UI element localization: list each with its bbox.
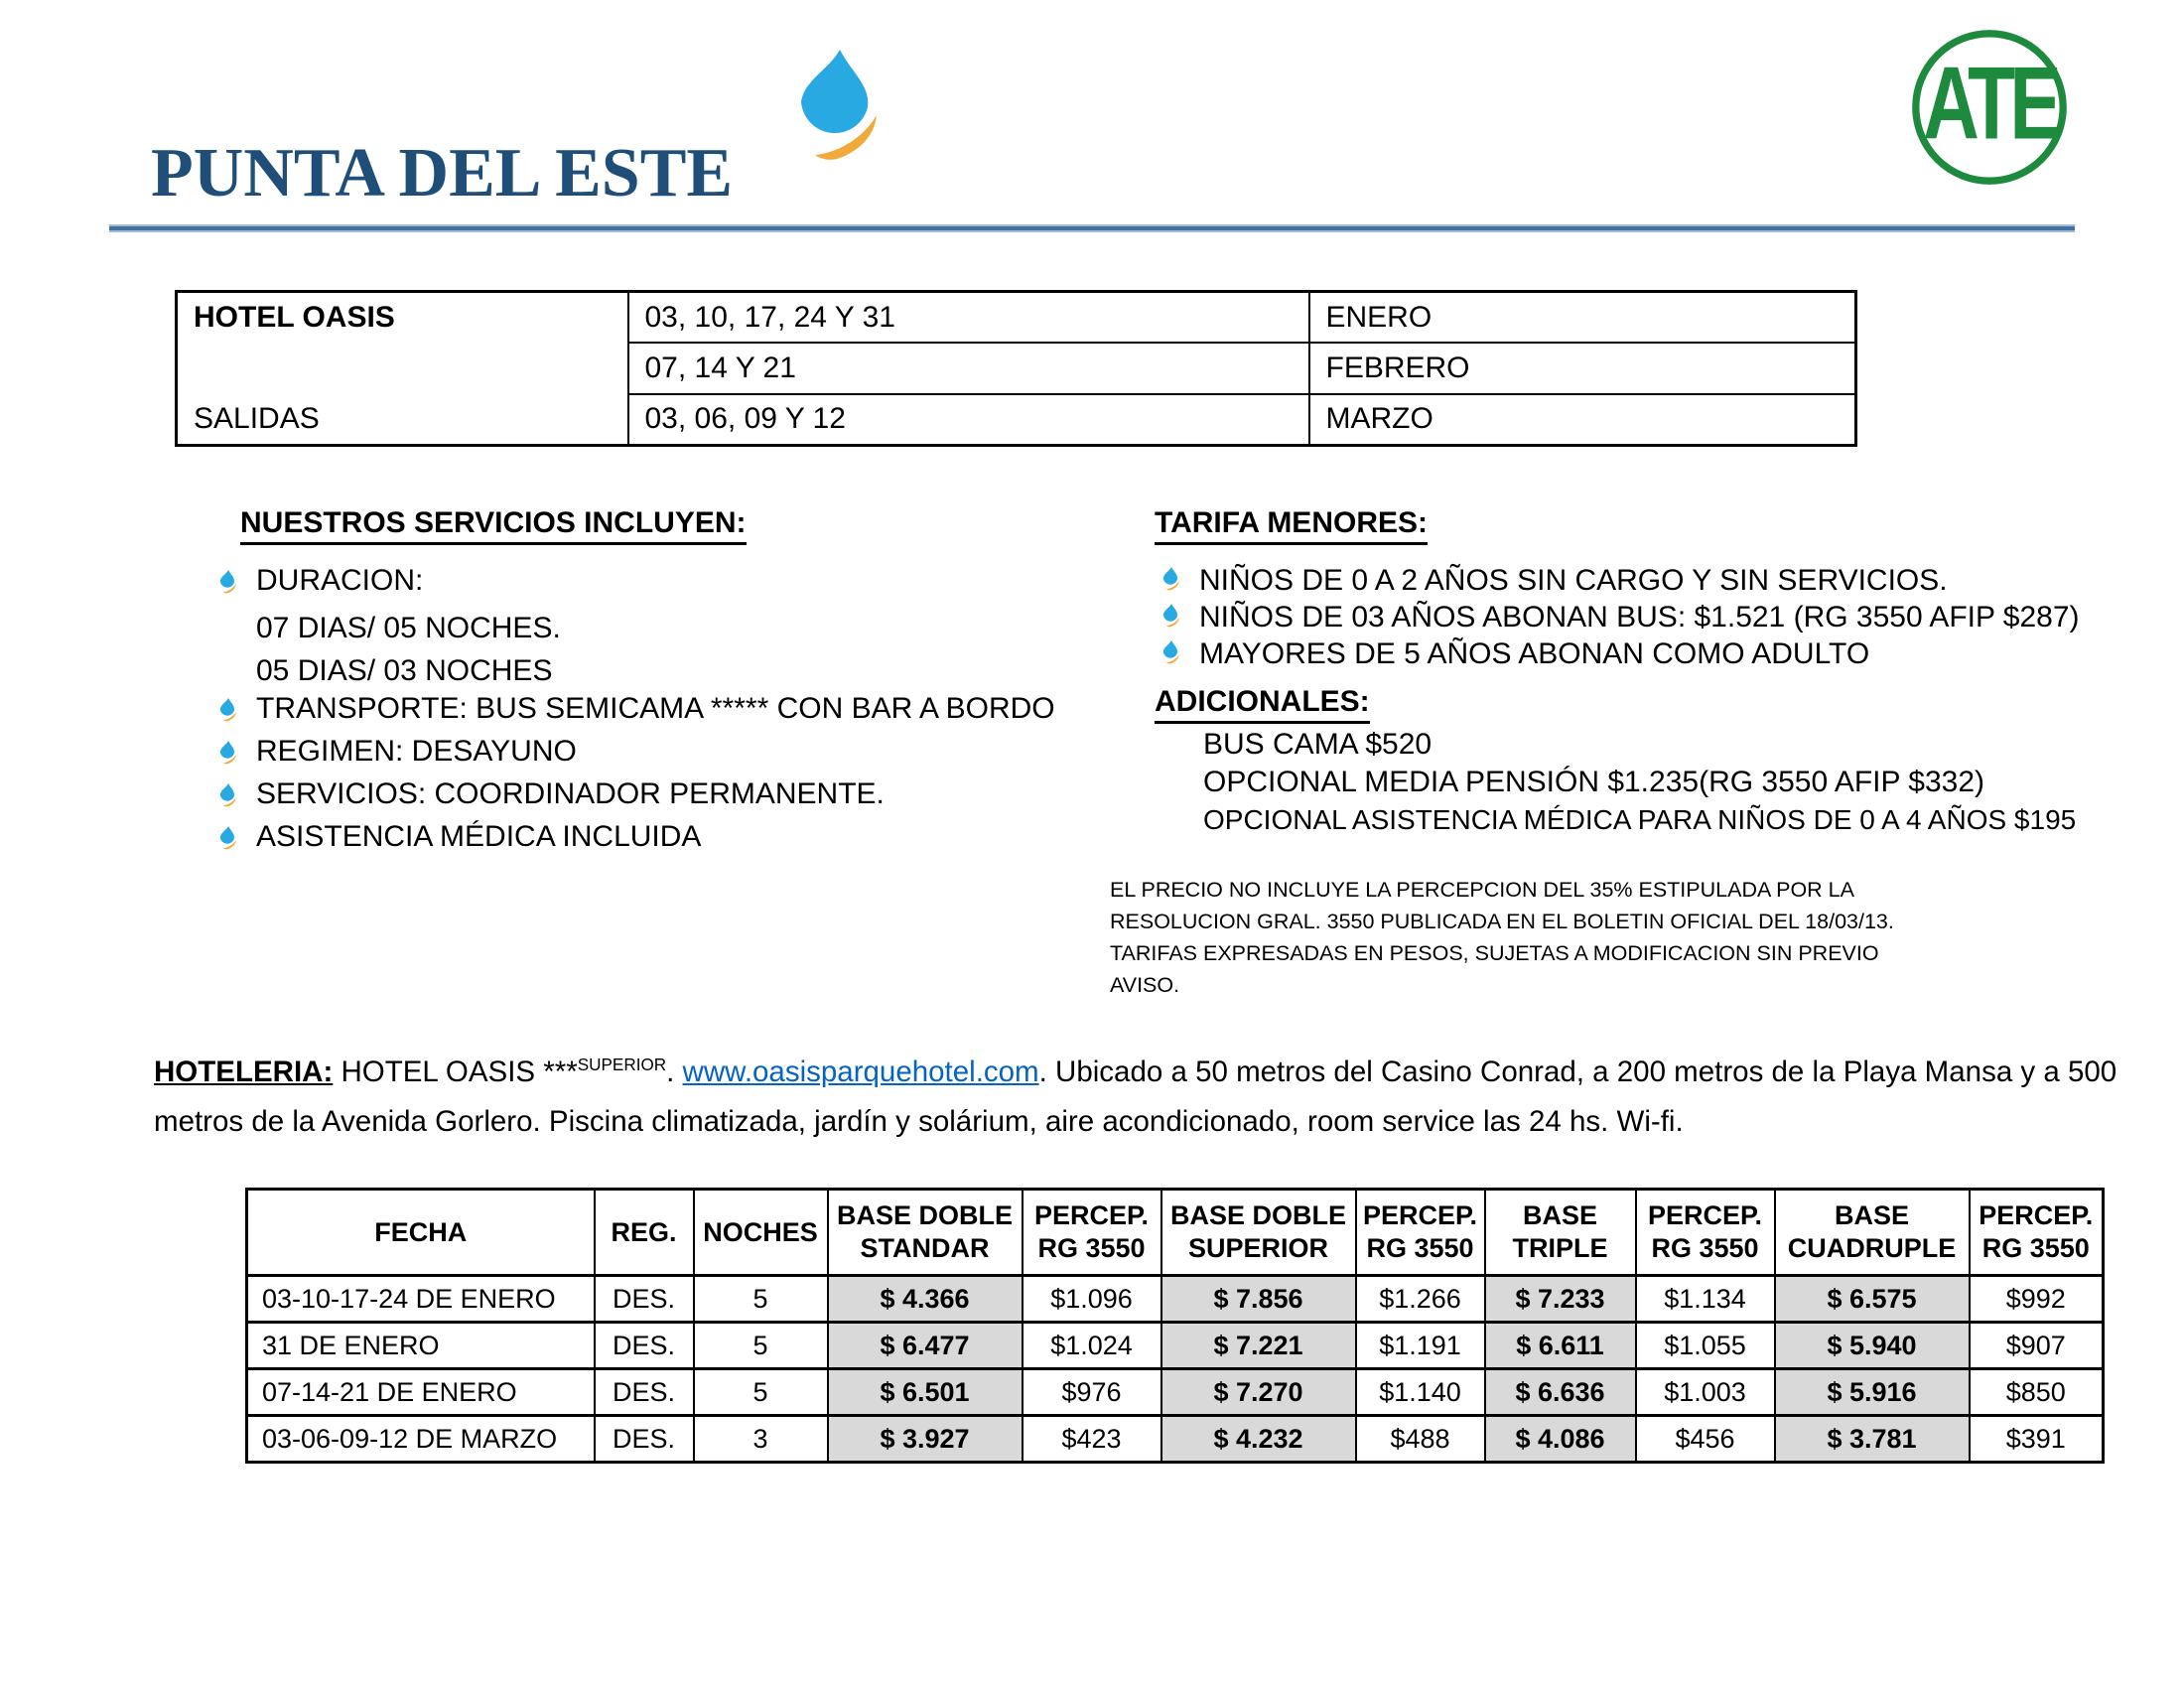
service-item-label: ASISTENCIA MÉDICA INCLUIDA	[256, 820, 702, 853]
service-item	[216, 735, 1055, 777]
price-header-cell: BASE TRIPLE	[1485, 1190, 1636, 1276]
price-header-cell: PERCEP. RG 3550	[1356, 1190, 1485, 1276]
price-cell: $907	[1970, 1323, 2104, 1369]
drop-bullet-icon	[1160, 604, 1181, 628]
price-header-cell: PERCEP. RG 3550	[1023, 1190, 1161, 1276]
price-cell: $ 6.636	[1485, 1369, 1636, 1416]
tarifa-item	[1160, 601, 2080, 637]
price-cell: $ 5.916	[1775, 1369, 1970, 1416]
price-cell: DES.	[595, 1416, 694, 1463]
price-cell: 07-14-21 DE ENERO	[247, 1369, 595, 1416]
service-item	[216, 564, 1055, 607]
tarifa-menores-heading: TARIFA MENORES:	[1155, 506, 1428, 545]
superior-superscript: SUPERIOR	[577, 1055, 667, 1074]
price-row	[247, 1276, 2104, 1323]
drop-bullet-icon	[216, 783, 238, 807]
dates-cell: 03, 10, 17, 24 Y 31	[628, 292, 1309, 344]
price-header-cell: PERCEP. RG 3550	[1970, 1190, 2104, 1276]
price-cell: $ 7.856	[1161, 1276, 1356, 1323]
price-header-cell: BASE DOBLE STANDAR	[828, 1190, 1023, 1276]
price-cell: $ 6.611	[1485, 1323, 1636, 1369]
service-item	[216, 692, 1055, 735]
hoteleria-hotel-name: HOTEL OASIS ***	[333, 1055, 578, 1088]
legal-note: EL PRECIO NO INCLUYE LA PERCEPCION DEL 35% ESTIPULADA POR LA RESOLUCION GRAL. 3550 PUBLICADA EN EL BOLETIN OFICIAL DEL 18/03/13. TARIFAS EXPRESADAS EN PESOS, SUJETAS A MODIFICACION SIN PREVIO AVISO.	[1110, 878, 1894, 997]
price-cell: 03-10-17-24 DE ENERO	[247, 1276, 595, 1323]
tarifa-item	[1160, 637, 2080, 674]
services-heading: NUESTROS SERVICIOS INCLUYEN:	[240, 506, 747, 545]
price-header-row	[247, 1190, 2104, 1276]
drop-bullet-icon	[216, 570, 238, 594]
price-cell: 03-06-09-12 DE MARZO	[247, 1416, 595, 1463]
price-cell: $1.140	[1356, 1369, 1485, 1416]
adicionales-list	[1203, 726, 2076, 839]
price-cell: $391	[1970, 1416, 2104, 1463]
service-item	[216, 820, 1055, 863]
price-cell: $ 5.940	[1775, 1323, 1970, 1369]
hoteleria-paragraph	[154, 1041, 2149, 1147]
service-item-label: TRANSPORTE: BUS SEMICAMA ***** CON BAR A BORDO	[256, 692, 1055, 725]
ate-logo	[1910, 28, 2069, 187]
price-row	[247, 1323, 2104, 1369]
drop-bullet-icon	[1160, 567, 1181, 591]
month-cell: ENERO	[1309, 292, 1856, 344]
price-header-cell: PERCEP. RG 3550	[1636, 1190, 1775, 1276]
price-cell: $423	[1023, 1416, 1161, 1463]
hoteleria-label: HOTELERIA:	[154, 1055, 334, 1088]
service-subline: 05 DIAS/ 03 NOCHES	[256, 654, 553, 687]
salidas-table	[175, 290, 1857, 447]
price-cell: $ 4.366	[828, 1276, 1023, 1323]
hotel-website-link[interactable]: www.oasisparquehotel.com	[682, 1055, 1039, 1088]
price-cell: 3	[694, 1416, 828, 1463]
price-cell: $976	[1023, 1369, 1161, 1416]
price-cell: $992	[1970, 1276, 2104, 1323]
price-cell: $ 6.501	[828, 1369, 1023, 1416]
price-cell: $ 4.086	[1485, 1416, 1636, 1463]
adicionales-heading: ADICIONALES:	[1155, 685, 1370, 724]
price-cell: $1.024	[1023, 1323, 1161, 1369]
price-cell: $456	[1636, 1416, 1775, 1463]
dates-cell: 03, 06, 09 Y 12	[628, 394, 1309, 446]
price-cell: $1.055	[1636, 1323, 1775, 1369]
hoteleria-description: . Ubicado a 50 metros del Casino Conrad, a 200 metros de la Playa Mansa y a 500 metros de la Avenida Gorlero. Piscina climatizada, jardín y solárium, aire acondicionado, room service las 24 hs. Wi-fi.	[154, 1055, 2117, 1138]
service-item	[216, 777, 1055, 820]
price-cell: DES.	[595, 1323, 694, 1369]
month-cell: MARZO	[1309, 394, 1856, 446]
drop-bullet-icon	[216, 698, 238, 722]
price-cell: $1.003	[1636, 1369, 1775, 1416]
price-cell: $1.266	[1356, 1276, 1485, 1323]
price-cell: $1.191	[1356, 1323, 1485, 1369]
tarifa-item	[1160, 564, 2080, 601]
price-table	[245, 1188, 2105, 1464]
price-cell: $ 3.927	[828, 1416, 1023, 1463]
price-row	[247, 1369, 2104, 1416]
drop-bullet-icon	[216, 826, 238, 850]
price-cell: $ 6.477	[828, 1323, 1023, 1369]
price-cell: $ 3.781	[1775, 1416, 1970, 1463]
title-underline	[109, 224, 2075, 232]
price-header-cell: FECHA	[247, 1190, 595, 1276]
price-header-cell: NOCHES	[694, 1190, 828, 1276]
dates-cell: 07, 14 Y 21	[628, 343, 1309, 393]
service-item-label: DURACION:	[256, 564, 424, 597]
price-header-cell: BASE CUADRUPLE	[1775, 1190, 1970, 1276]
price-cell: $ 7.221	[1161, 1323, 1356, 1369]
adicionales-item: OPCIONAL ASISTENCIA MÉDICA PARA NIÑOS DE 0 A 4 AÑOS $195	[1203, 804, 2077, 835]
price-cell: DES.	[595, 1276, 694, 1323]
price-cell: DES.	[595, 1369, 694, 1416]
price-cell: $ 4.232	[1161, 1416, 1356, 1463]
hotel-name: HOTEL OASIS	[194, 301, 395, 334]
price-cell: 5	[694, 1323, 828, 1369]
table-row	[177, 292, 1856, 344]
hoteleria-separator: .	[666, 1055, 683, 1088]
service-item-label: SERVICIOS: COORDINADOR PERMANENTE.	[256, 777, 885, 810]
price-header-cell: REG.	[595, 1190, 694, 1276]
price-cell: $1.096	[1023, 1276, 1161, 1323]
price-cell: $850	[1970, 1369, 2104, 1416]
price-cell: 5	[694, 1276, 828, 1323]
tarifa-item-label: NIÑOS DE 0 A 2 AÑOS SIN CARGO Y SIN SERVICIOS.	[1199, 564, 1948, 597]
services-list	[216, 564, 1055, 863]
drop-bullet-icon	[216, 741, 238, 765]
salidas-label: SALIDAS	[194, 402, 320, 435]
price-cell: 31 DE ENERO	[247, 1323, 595, 1369]
tarifa-menores-list	[1160, 564, 2080, 674]
service-subline: 07 DIAS/ 05 NOCHES.	[256, 612, 561, 644]
price-row	[247, 1416, 2104, 1463]
drop-bullet-icon	[1160, 640, 1181, 664]
hotel-salidas-cell	[177, 292, 628, 446]
price-cell: $1.134	[1636, 1276, 1775, 1323]
price-header-cell: BASE DOBLE SUPERIOR	[1161, 1190, 1356, 1276]
tarifa-item-label: MAYORES DE 5 AÑOS ABONAN COMO ADULTO	[1199, 637, 1870, 670]
adicionales-item: BUS CAMA $520	[1203, 728, 1433, 761]
price-cell: $ 7.233	[1485, 1276, 1636, 1323]
drop-logo-icon	[784, 50, 886, 163]
tarifa-item-label: NIÑOS DE 03 AÑOS ABONAN BUS: $1.521 (RG 3550 AFIP $287)	[1199, 601, 2080, 633]
price-cell: $ 6.575	[1775, 1276, 1970, 1323]
price-cell: $ 7.270	[1161, 1369, 1356, 1416]
adicionales-item: OPCIONAL MEDIA PENSIÓN $1.235(RG 3550 AFIP $332)	[1203, 766, 1985, 798]
month-cell: FEBRERO	[1309, 343, 1856, 393]
page-title: PUNTA DEL ESTE	[151, 135, 734, 211]
ate-logo-text: ATE	[1923, 46, 2056, 161]
price-cell: $488	[1356, 1416, 1485, 1463]
service-item-label: REGIMEN: DESAYUNO	[256, 735, 577, 768]
price-cell: 5	[694, 1369, 828, 1416]
